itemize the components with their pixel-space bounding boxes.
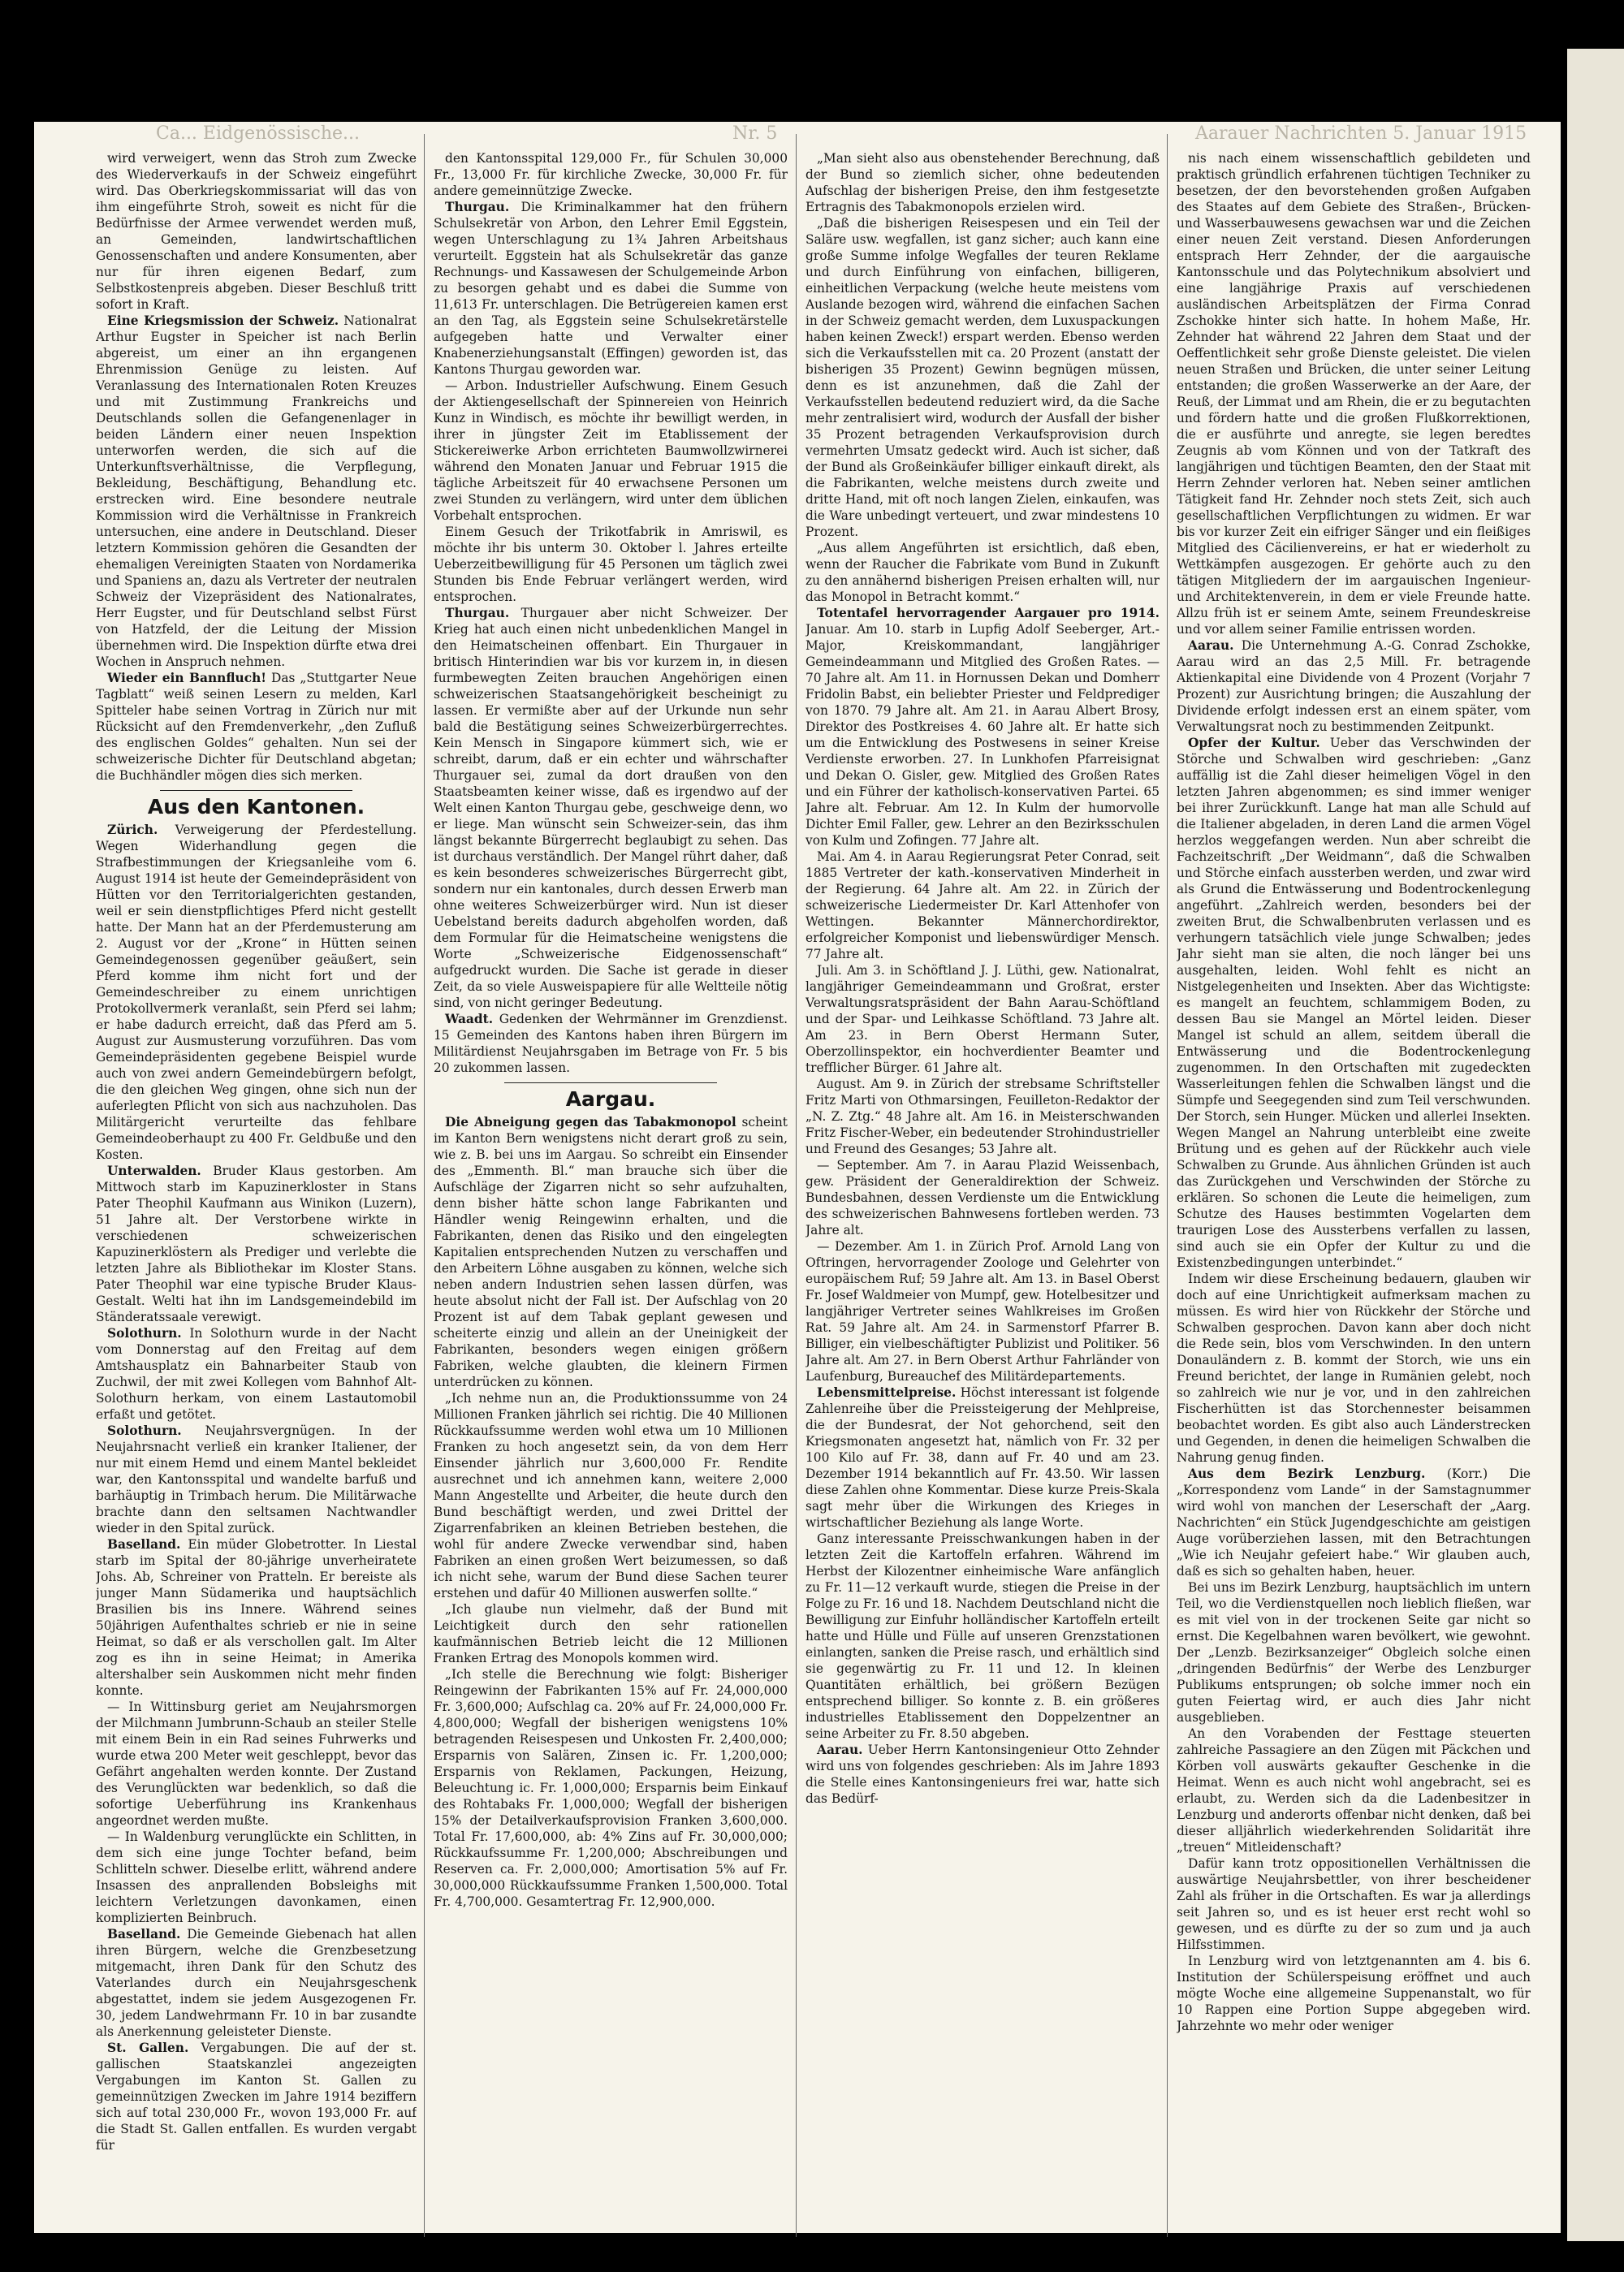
article-text: Ganz interessante Preisschwankungen haben in der letzten Zeit die Kartoffeln erfahren. Während im Herbst der Kilozentner einheimische Ware anfänglich zu Fr. 11—12 verkauft wurde, stiegen die Preise in der Folge zu Fr. 16 und 18. Nachdem Deutschland nicht die Bewilligung zur Einfuhr holländischer Kartoffeln erteilt hatte und Hülle und Fülle auf unseren Grenzstationen einlangten, sanken die Preise rasch, und erhältlich sind sie gegenwärtig zu Fr. 11 und 12. In kleinen Quantitäten erhältlich, bei größern Bezügen entsprechend billiger. So konnte z. B. ein größeres industrielles Etablissement den Doppelzentner an seine Arbeiter zu Fr. 8.50 abgeben.: [806, 1531, 1160, 1741]
section-heading: Aus den Kantonen.: [147, 795, 365, 819]
section-divider: [160, 790, 352, 791]
article-headline: St. Gallen.: [107, 2041, 189, 2055]
article-text: August. Am 9. in Zürich der strebsame Schriftsteller Fritz Marti von Othmarsingen, Feuilleton-Redaktor der „N. Z. Ztg.“ 48 Jahre alt. Am 16. in Meisterschwanden Fritz Fischer-Weber, ein bedeutender Strohindustrieller und Freund des Gesanges; 53 Jahre alt.: [806, 1077, 1160, 1156]
article-text: — In Waldenburg verunglückte ein Schlitten, in dem sich eine junge Tochter befand, beim Schlitteln schwer. Dieselbe erlitt, während andere Insassen des anprallenden Bobsleighs mit leichtern Verletzungen davonkamen, einen komplizierten Beinbruch.: [96, 1829, 417, 1925]
article-text: Vergabungen. Die auf der st. gallischen Staatskanzlei angezeigten Vergabungen im Kanton St. Gallen zu gemeinnützigen Zwecken im Jahre 1914 beziffern sich auf total 230,000 Fr., wovon 193,000 Fr. auf die Stadt St. Gallen entfallen. Es wurden vergabt für: [96, 2041, 417, 2153]
article-paragraph: [806, 1384, 1160, 1531]
article-paragraph: [96, 1325, 417, 1423]
header-right: Aarauer Nachrichten 5. Januar 1915: [1195, 123, 1527, 144]
article-paragraph: [806, 150, 1160, 215]
article-paragraph: [1177, 1466, 1531, 1579]
article-text: Bruder Klaus gestorben. Am Mittwoch starb im Kapuzinerkloster in Stans Pater Theophil Kaufmann aus Winikon (Luzern), 51 Jahre alt. Der Verstorbene wirkte in verschiedenen schweizerischen Kapuzinerklöstern als Prediger und verlebte die letzten Jahre als Bibliothekar im Kloster Stans. Pater Theophil war eine typische Bruder Klaus-Gestalt. Welti hat ihn im Landsgemeindebild im Ständeratssaale verewigt.: [96, 1164, 417, 1324]
article-paragraph: [434, 524, 788, 605]
article-paragraph: [434, 1114, 788, 1390]
article-headline: Thurgau.: [445, 200, 510, 214]
article-paragraph: [806, 540, 1160, 605]
header-center: Nr. 5: [732, 123, 778, 144]
article-text: den Kantonsspital 129,000 Fr., für Schulen 30,000 Fr., 13,000 Fr. für kirchliche Zwecke, 30,000 Fr. für andere gemeinnützige Zwecke.: [434, 151, 788, 198]
text-column-2: [434, 150, 788, 2261]
text-column-4: [1177, 150, 1531, 2261]
article-headline: Eine Kriegsmission der Schweiz.: [107, 313, 339, 328]
article-text: — Dezember. Am 1. in Zürich Prof. Arnold Lang von Oftringen, hervorragender Zoologe und Gelehrter von europäischem Ruf; 59 Jahre alt. Am 13. in Basel Oberst Fr. Josef Waldmeier von Mumpf, gew. Hotelbesitzer und langjähriger Vertreter seines Wahlkreises im Großen Rat. 59 Jahre alt. Am 24. in Sarmenstorf Pfarrer B. Billiger, ein vielbeschäftigter Publizist und Politiker. 56 Jahre alt. Am 27. in Bern Oberst Arthur Fahrländer von Laufenburg, Bureauchef des Militärdepartements.: [806, 1239, 1160, 1384]
column-rule: [796, 134, 797, 2237]
article-paragraph: [1177, 735, 1531, 1271]
article-paragraph: [806, 1742, 1160, 1807]
article-paragraph: [806, 1238, 1160, 1384]
article-paragraph: [1177, 1953, 1531, 2034]
article-paragraph: [1177, 1271, 1531, 1466]
article-text: Juli. Am 3. in Schöftland J. J. Lüthi, gew. Nationalrat, langjähriger Gemeindeammann und Großrat, erster Verwaltungsratspräsident der Bahn Aarau-Schöftland und der Spar- und Leihkasse Schöftland. 73 Jahre alt. Am 23. in Bern Oberst Hermann Suter, Oberzollinspektor, ein hochverdienter Beamter und trefflicher Bürger. 61 Jahre alt.: [806, 963, 1160, 1075]
article-paragraph: [1177, 1855, 1531, 1953]
article-headline: Lebensmittelpreise.: [817, 1385, 957, 1400]
article-paragraph: [96, 1829, 417, 1926]
article-paragraph: [434, 1666, 788, 1910]
article-text: „Ich glaube nun vielmehr, daß der Bund mit Leichtigkeit durch den sehr rationellen kaufmännischen Betrieb leicht die 12 Millionen Franken Ertrag des Monopols kommen wird.: [434, 1602, 788, 1665]
text-column-1: [96, 150, 417, 2261]
article-paragraph: [1177, 1726, 1531, 1855]
article-paragraph: [96, 1163, 417, 1325]
article-text: Die Unternehmung A.-G. Conrad Zschokke, Aarau wird an das 2,5 Mill. Fr. betragende Aktienkapital eine Dividende von 4 Prozent (Vorjahr 7 Prozent) zur Ausrichtung bringen; die Auszahlung der Dividende erfolgt indessen erst an einem später, vom Verwaltungsrat noch zu bestimmenden Zeitpunkt.: [1177, 638, 1531, 734]
article-paragraph: [806, 849, 1160, 962]
article-paragraph: [434, 199, 788, 378]
article-headline: Unterwalden.: [107, 1164, 201, 1178]
article-text: An den Vorabenden der Festtage steuerten zahlreiche Passagiere an den Zügen mit Päckchen und Körben voll auswärts gekaufter Geschenke in die Heimat. Wenn es auch nicht wohl angebracht, sei es erlaubt, zu. Werden sich da die Ladenbesitzer in Lenzburg und anderorts offenbar nicht denken, daß bei dieser alljährlich wiederkehrenden Solidarität ihre „treuen“ Mitleidenschaft?: [1177, 1726, 1531, 1855]
article-text: — In Wittinsburg geriet am Neujahrsmorgen der Milchmann Jumbrunn-Schaub an steiler Stelle mit einem Bein in ein Rad seines Fuhrwerks und wurde etwa 200 Meter weit geschleppt, bevor das Gefährt angehalten werden konnte. Der Zustand des Verunglückten war bedenklich, so daß die sofortige Ueberführung ins Krankenhaus angeordnet werden mußte.: [96, 1700, 417, 1828]
article-paragraph: [1177, 150, 1531, 637]
article-text: Verweigerung der Pferdestellung. Wegen Widerhandlung gegen die Strafbestimmungen der Kriegsanleihe vom 6. August 1914 ist heute der Gemeindepräsident von Hütten vor den Territorialgerichten gestanden, weil er sein dienstpflichtiges Pferd nicht gestellt hatte. Der Mann hat an der Pferdemusterung am 2. August vor der „Krone“ in Hütten seinen Gemeindegenossen gegenüber geäußert, sein Pferd komme ihm nicht fort und der Gemeindeschreiber zu einem unrichtigen Protokollvermerk veranlaßt, sein Pferd sei lahm; er habe dadurch erreicht, daß das Pferd am 5. August zur Ausmusterung vorzuführen. Das vom Gemeindepräsidenten gegebene Beispiel wurde auch von zwei andern Gemeindebürgern befolgt, die den gleichen Weg gingen, ohne sich nun der auferlegten Pflicht von sich aus nachzuholen. Das Militärgericht verurteilte das fehlbare Gemeindeoberhaupt zu 400 Fr. Geldbuße und den Kosten.: [96, 823, 417, 1162]
article-text: „Man sieht also aus obenstehender Berechnung, daß der Bund so ziemlich sicher, ohne bedeutenden Aufschlag der bisherigen Preise, den ihm festgesetzte Ertragnis des Tabakmonopols erzielen wird.: [806, 151, 1160, 214]
article-paragraph: [434, 1601, 788, 1666]
page-header: [34, 122, 1561, 146]
article-text: Ueber Herrn Kantonsingenieur Otto Zehnder wird uns von folgendes geschrieben: Als im Jahre 1893 die Stelle eines Kantonsingenieurs frei war, hatte sich das Bedürf-: [806, 1743, 1160, 1806]
article-text: Die Gemeinde Giebenach hat allen ihren Bürgern, welche die Grenzbesetzung mitgemacht, ihren Dank für den Schutz des Vaterlandes durch ein Neujahrsgeschenk abgestattet, indem sie jedem Ausgezogenen Fr. 30, jedem Landwehrmann Fr. 10 in bar zusandte als Anerkennung geleisteter Dienste.: [96, 1927, 417, 2039]
article-paragraph: [806, 1531, 1160, 1742]
article-paragraph: [96, 1536, 417, 1699]
article-paragraph: [434, 1011, 788, 1076]
article-text: — September. Am 7. in Aarau Plazid Weissenbach, gew. Präsident der Generaldirektion der Schweiz. Bundesbahnen, dessen Verdienste um die Entwicklung des schweizerischen Bahnwesens fortleben werden. 73 Jahre alt.: [806, 1158, 1160, 1238]
article-text: Thurgauer aber nicht Schweizer. Der Krieg hat auch einen nicht unbedenklichen Mangel in den Heimatscheinen offenbart. Ein Thurgauer in britisch Hinterindien war bis vor kurzem in, in diesen furmbewegten Zeiten brauchen Angehörigen einen schweizerischen Staatsangehörigkeit bescheinigt zu lassen. Er vermißte aber auf der Urkunde nun sehr bald die Bestätigung seines Schweizerbürgerrechtes. Kein Mensch in Singapore kümmert sich, wie er schreibt, darum, daß er ein echter und währschafter Thurgauer sei, zumal da dort draußen von den Staatsbeamten keiner wisse, daß es irgendwo auf der Welt einen Kanton Thurgau gebe, geschweige denn, wo er liege. Man wünscht sein Schweizer-sein, das ihm längst bekannte Bürgerrecht beglaubigt zu sehen. Das ist durchaus verständlich. Der Mangel rührt daher, daß es kein besonderes schweizerisches Bürgerrecht gibt, sondern nur ein kantonales, durch dessen Erwerb man ohne weiteres Schweizerbürger wird. Nun ist dieser Uebelstand bereits dadurch abgeholfen worden, daß dem Formular für die Heimatscheine wenigstens die Worte „Schweizerische Eidgenossenschaft“ aufgedruckt wurden. Die Sache ist gerade in dieser Zeit, da so viele Ausweispapiere für alle Weltteile nötig sind, von nicht geringer Bedeutung.: [434, 606, 788, 1010]
article-text: „Ich nehme nun an, die Produktionssumme von 24 Millionen Franken jährlich sei richtig. Die 40 Millionen Rückkaufssumme werden wohl etwa um 10 Millionen Franken zu hoch angesetzt sein, da von dem Herr Einsender jährlich nur 3,600,000 Fr. Rendite ausrechnet und ich annehmen kann, weitere 2,000 Mann Angestellte und Arbeiter, die heute durch den Bund beschäftigt werden, und zwei Drittel der Zigarrenfabriken an kleinen Betrieben bestehen, die wohl für andere Zwecke verwendbar sind, haben Fabriken an einen großen Wert beizumessen, so daß ich nicht sehe, warum der Bund diese Sachen teurer erstehen und dafür 40 Millionen auswerfen sollte.“: [434, 1391, 788, 1600]
article-paragraph: [806, 215, 1160, 540]
article-text: Gedenken der Wehrmänner im Grenzdienst. 15 Gemeinden des Kantons haben ihren Bürgern im Militärdienst Neujahrsgaben im Betrage von Fr. 5 bis 20 zukommen lassen.: [434, 1012, 788, 1075]
article-headline: Baselland.: [107, 1927, 181, 1942]
header-left: Ca... Eidgenössische...: [156, 123, 361, 144]
article-paragraph: [96, 670, 417, 784]
article-paragraph: [434, 605, 788, 1011]
article-text: Höchst interessant ist folgende Zahlenreihe über die Preissteigerung der Mehlpreise, die der Bundesrat, der Not gehorchend, seit den Kriegsmonaten angesetzt hat, nämlich von Fr. 32 per 100 Kilo auf Fr. 38, dann auf Fr. 40 und am 23. Dezember 1914 bekanntlich auf Fr. 43.50. Wir lassen diese Zahlen ohne Kommentar. Diese kurze Preis-Skala sagt mehr über die Wirkungen des Krieges in wirtschaftlicher Beziehung als lange Worte.: [806, 1385, 1160, 1530]
article-text: „Ich stelle die Berechnung wie folgt: Bisheriger Reingewinn der Fabrikanten 15% auf Fr. 24,000,000 Fr. 3,600,000; Aufschlag ca. 20% auf Fr. 24,000,000 Fr. 4,800,000; Wegfall der bisherigen wenigstens 10% betragenden Reisespesen und Unkosten Fr. 2,400,000; Ersparnis von Salären, Zinsen ic. Fr. 1,200,000; Ersparnis von Reklamen, Packungen, Heizung, Beleuchtung ic. Fr. 1,000,000; Ersparnis beim Einkauf des Rohtabaks Fr. 1,000,000; Wegfall der bisherigen 15% der Detailverkaufsprovision Franken 3,600,000. Total Fr. 17,600,000, ab: 4% Zins auf Fr. 30,000,000; Rückkaufssumme Fr. 1,200,000; Abschreibungen und Reserven ca. Fr. 2,000,000; Amortisation 5% auf Fr. 30,000,000 Rückkaufssumme Franken 1,500,000. Total Fr. 4,700,000. Gesamtertrag Fr. 12,900,000.: [434, 1667, 788, 1909]
article-headline: Waadt.: [445, 1012, 494, 1026]
article-paragraph: [96, 822, 417, 1163]
article-text: „Aus allem Angeführten ist ersichtlich, daß eben, wenn der Raucher die Fabrikate vom Bund in Zukunft zu den annähernd bisherigen Preisen erhalten will, nur das Monopol in Betracht kommt.“: [806, 541, 1160, 604]
article-paragraph: [96, 313, 417, 670]
article-text: Indem wir diese Erscheinung bedauern, glauben wir doch auf eine Unrichtigkeit aufmerksam machen zu müssen. Es wird hier von Rückkehr der Störche und Schwalben gesprochen. Davon kann aber doch nicht die Rede sein, blos vom Verschwinden. In den untern Donauländern z. B. kommt der Storch, wie uns ein Freund berichtet, der lange in Rumänien gelebt, noch so zahlreich wie nur je vor, und in den zahlreichen Fischerhütten ist das Storchennester beisammen beobachtet worden. Es gibt also auch Länderstrecken und Gegenden, in denen die heimeligen Schwalben die Nahrung genug finden.: [1177, 1272, 1531, 1465]
article-headline: Aus dem Bezirk Lenzburg.: [1188, 1466, 1426, 1481]
article-headline: Baselland.: [107, 1537, 181, 1552]
article-paragraph: [434, 378, 788, 524]
article-headline: Die Abneigung gegen das Tabakmonopol: [445, 1115, 736, 1130]
article-text: Das „Stuttgarter Neue Tagblatt“ weiß seinen Lesern zu melden, Karl Spitteler habe seinen Vortrag in Zürich nur mit Rücksicht auf den Fremdenverkehr, „den Zufluß des englischen Goldes“ gehalten. Nun sei der schweizerische Dichter für Deutschland abgetan; die Buchhändler mögen dies sich merken.: [96, 671, 417, 783]
section-divider: [504, 1082, 717, 1083]
article-text: Bei uns im Bezirk Lenzburg, hauptsächlich im untern Teil, wo die Verdienstquellen noch lieblich fließen, war es mit viel von in der trockenen Seite gar nicht so ernst. Die Kegelbahnen waren bevölkert, wie gewohnt. Der „Lenzb. Bezirksanzeiger“ Obgleich solche einen „dringenden Bedürfnis“ der Werbe des Lenzburger Publikums entsprungen; ob solche immer noch ein guten Feiertag wird, er auch dies Jahr nicht ausgeblieben.: [1177, 1580, 1531, 1725]
column-rule: [424, 134, 425, 2237]
article-paragraph: [806, 962, 1160, 1076]
article-text: nis nach einem wissenschaftlich gebildeten und praktisch gründlich erfahrenen tüchtigen Techniker zu besetzen, der den bevorstehenden großen Aufgaben des Staates auf dem Gebiete des Straßen-, Brücken- und Wasserbauwesens gewachsen war und die Zeichen einer neuen Zeit verstand. Diesen Anforderungen entsprach Herr Zehnder, der die aargauische Kantonsschule und das Polytechnikum absolviert und eine langjährige Praxis auf verschiedenen ausländischen Arbeitsplätzen der Firma Conrad Zschokke hinter sich hatte. In hohem Maße, Hr. Zehnder hat während 22 Jahren dem Staat und der Oeffentlichkeit sehr große Dienste geleistet. Die vielen neuen Straßen und Brücken, die unter seiner Leitung entstanden; die großen Wasserwerke an der Aare, der Reuß, der Limmat und am Rhein, die er zu begutachten und fördern hatte und die großen Flußkorrektionen, die er ausführte und anregte, sie legen beredtes Zeugnis ab vom Können und von der Tatkraft des langjährigen und tüchtigen Beamten, den der Staat mit Herrn Zehnder verloren hat. Neben seiner amtlichen Tätigkeit fand Hr. Zehnder noch stets Zeit, sich auch gesellschaftlichen Verpflichtungen zu widmen. Er war bis vor kurzer Zeit ein eifriger Sänger und ein fleißiges Mitglied des Cäcilienvereins, er hat er wiederholt zu Wettkämpfen ausgezogen. Er gehörte auch zu den tätigen Mitgliedern der im aargauischen Ingenieur- und Architektenverein, in dem er viele Freunde hatte. Allzu früh ist er seinem Amte, seinem Freundeskreise und vor allem seiner Familie entrissen worden.: [1177, 151, 1531, 637]
article-paragraph: [1177, 637, 1531, 735]
section-heading: Aargau.: [565, 1087, 656, 1111]
article-paragraph: [96, 1699, 417, 1829]
article-paragraph: [96, 1926, 417, 2040]
article-headline: Solothurn.: [107, 1423, 182, 1438]
article-paragraph: [806, 1076, 1160, 1157]
article-headline: Aarau.: [1188, 638, 1234, 653]
article-text: Januar. Am 10. starb in Lupfig Adolf Seeberger, Art.-Major, Kreiskommandant, langjähriger Gemeindeammann und Mitglied des Großen Rates. — 70 Jahre alt. Am 11. in Hornussen Dekan und Domherr Fridolin Babst, ein beliebter Priester und Feldprediger von 1870. 79 Jahre alt. Am 21. in Aarau Albert Brosy, Direktor des Postkreises 4. 60 Jahre alt. Er hatte sich um die Entwicklung des Postwesens in seiner Kreise Verdienste erworben. 27. In Lunkhofen Pfarreisignat und Dekan O. Gisler, gew. Mitglied des Großen Rates und ein Führer der katholisch-konservativen Partei. 65 Jahre alt. Februar. Am 12. In Kulm der humorvolle Dichter Emil Faller, gew. Lehrer an den Bezirksschulen von Kulm und Zofingen. 77 Jahre alt.: [806, 622, 1160, 848]
article-headline: Aarau.: [817, 1743, 863, 1757]
article-text: Die Kriminalkammer hat den frühern Schulsekretär von Arbon, den Lehrer Emil Eggstein, wegen Unterschlagung zu 1¾ Jahren Arbeitshaus verurteilt. Eggstein hat als Schulsekretär das ganze Rechnungs- und Kassawesen der Schulgemeinde Arbon zu besorgen gehabt und es dabei die Summe von 11,613 Fr. unterschlagen. Die Betrügereien kamen erst an den Tag, als Eggstein seine Schulsekretärstelle aufgegeben hatte und Verwalter einer Knabenerziehungsanstalt (Effingen) geworden ist, das Kantons Thurgau geworden war.: [434, 200, 788, 377]
article-text: Dafür kann trotz oppositionellen Verhältnissen die auswärtige Neujahrsbettler, von ihrer bescheidener Zahl als früher in die Ortschaften. Es war ja allerdings seit Jahren so, und es ist heuer erst recht wohl so gewesen, und es dürfte zu der so zum und ja auch Hilfsstimmen.: [1177, 1856, 1531, 1952]
article-text: (Korr.) Die „Korrespondenz vom Lande“ in der Samstagnummer wird wohl von manchen der Leserschaft der „Aarg. Nachrichten“ ein Stück Jugendgeschichte am geistigen Auge vorüberziehen lassen, mit den Betrachtungen „Wie ich Neujahr gefeiert habe.“ Wir glauben auch, daß es sich so gehalten haben, heuer.: [1177, 1466, 1531, 1579]
article-text: „Daß die bisherigen Reisespesen und ein Teil der Saläre usw. wegfallen, ist ganz sicher; auch kann eine große Summe infolge Wegfalles der teuren Reklame und durch Einführung von einfachen, billigeren, einheitlichen Verpackung (welche heute meistens vom Auslande bezogen wird, während die einfachen Sachen in der Schweiz gemacht werden, dem Luxuspackungen haben keinen Zweck!) erspart werden. Ebenso werden sich die Verkaufsstellen mit ca. 20 Prozent (anstatt der bisherigen 35 Prozent) Gewinn begnügen müssen, denn es ist anzunehmen, daß die Zahl der Verkaufsstellen bedeutend reduziert wird, da die Sache mehr zentralisiert wird, wodurch der Ausfall der bisher 35 Prozent betragenden Verkaufsprovision durch vermehrten Umsatz gedeckt wird. Auch ist sicher, daß der Bund als Großeinkäufer billiger einkauft direkt, als die Fabrikanten, welche meistens durch zweite und dritte Hand, mit oft noch langen Zielen, einkaufen, was die Ware unbedingt verteuert, und zwar mindestens 10 Prozent.: [806, 216, 1160, 539]
article-text: Ein müder Globetrotter. In Liestal starb im Spital der 80-jährige unverheiratete Johs. Ab, Schreiner von Pratteln. Er bereiste als junger Mann Südamerika und hauptsächlich Brasilien bis ins Innere. Während seines 50jährigen Aufenthaltes schrieb er nie in seine Heimat, so daß er als verschollen galt. Im Alter zog es ihn in seine Heimat; in Amerika altershalber sein Auskommen nicht mehr finden konnte.: [96, 1537, 417, 1698]
article-paragraph: [434, 1390, 788, 1601]
article-text: Neujahrsvergnügen. In der Neujahrsnacht verließ ein kranker Italiener, der nur mit einem Hemd und einem Mantel bekleidet war, den Kantonsspital und wandelte barfuß und barhäuptig in Trimbach herum. Die Militärwache brachte dann den seltsamen Nachtwandler wieder in den Spital zurück.: [96, 1423, 417, 1536]
article-text: — Arbon. Industrieller Aufschwung. Einem Gesuch der Aktiengesellschaft der Spinnereien von Heinrich Kunz in Windisch, es möchte ihr bewilligt werden, in ihrer in jüngster Zeit im Etablissement der Stickereiwerke Arbon errichteten Baumwollzwirnerei während den Monaten Januar und Februar 1915 die tägliche Arbeitszeit für 40 erwachsene Personen um zwei Stunden zu verlängern, wird unter dem üblichen Vorbehalt entsprochen.: [434, 378, 788, 523]
article-headline: Zürich.: [107, 823, 158, 837]
article-headline: Wieder ein Bannfluch!: [107, 671, 267, 685]
text-column-3: [806, 150, 1160, 2261]
article-text: In Solothurn wurde in der Nacht vom Donnerstag auf den Freitag auf dem Amtshausplatz ein Bahnarbeiter Staub von Zuchwil, der mit zwei Kollegen vom Bahnhof Alt-Solothurn herkam, von einem Lastautomobil erfaßt und getötet.: [96, 1326, 417, 1422]
article-paragraph: [1177, 1579, 1531, 1726]
column-rule: [1167, 134, 1168, 2237]
article-text: Mai. Am 4. in Aarau Regierungsrat Peter Conrad, seit 1885 Vertreter der kath.-konservativen Minderheit in der Regierung. 64 Jahre alt. Am 22. in Zürich der schweizerische Liedermeister Dr. Karl Attenhofer von Wettingen. Bekannter Männerchordirektor, erfolgreicher Komponist und liebenswürdiger Mensch. 77 Jahre alt.: [806, 849, 1160, 961]
article-paragraph: [806, 1157, 1160, 1238]
article-paragraph: [96, 150, 417, 313]
article-paragraph: [434, 150, 788, 199]
article-paragraph: [806, 605, 1160, 849]
article-paragraph: [96, 2040, 417, 2153]
article-text: wird verweigert, wenn das Stroh zum Zwecke des Wiederverkaufs in der Schweiz eingeführt wird. Das Oberkriegskommissariat will das von ihm eingeführte Stroh, soweit es nicht für die Bedürfnisse der Armee verwendet werden muß, an Gemeinden, landwirtschaftlichen Genossenschaften und andere Konsumenten, aber nur für ihren eigenen Bedarf, zum Selbstkostenpreis abgeben. Dieser Beschluß tritt sofort in Kraft.: [96, 151, 417, 312]
adjacent-page-edge: [1567, 49, 1624, 2241]
article-paragraph: [96, 1423, 417, 1536]
article-headline: Opfer der Kultur.: [1188, 736, 1320, 750]
article-headline: Solothurn.: [107, 1326, 182, 1341]
article-headline: Totentafel hervorragender Aargauer pro 1914.: [817, 606, 1160, 620]
article-headline: Thurgau.: [445, 606, 510, 620]
article-text: scheint im Kanton Bern wenigstens nicht derart groß zu sein, wie z. B. bei uns im Aargau. So schreibt ein Einsender des „Emmenth. Bl.“ man brauche sich über die Aufschläge der Zigarren nicht so sehr aufzuhalten, denn bisher hätte schon lange Fabrikanten und Händler wenig Reingewinn erhalten, und die Fabrikanten, denen das Risiko und den eingelegten Kapitalien entsprechenden Nutzen zu verschaffen und den Arbeitern Löhne ausgaben zu können, welche sich neben andern Industrien sehen lassen dürfen, was heute absolut nicht der Fall ist. Der Aufschlag von 20 Prozent ist auf dem Tabak geplant gewesen und scheiterte einzig und allein an der Uneinigkeit der Fabrikanten, besonders wegen einigen größern Fabriken, welche glaubten, die kleinern Firmen unterdrücken zu können.: [434, 1115, 788, 1389]
article-text: Ueber das Verschwinden der Störche und Schwalben wird geschrieben: „Ganz auffällig ist die Zahl dieser heimeligen Vögel in den letzten Jahren abgenommen; es sind immer weniger bei ihrer Zurückkunft. Lange hat man alle Schuld auf die Italiener abgeladen, in deren Land die armen Vögel herzlos weggefangen werden. Nun aber schreibt die Fachzeitschrift „Der Weidmann“, daß die Schwalben und Störche einfach aussterben werden, und zwar wird als Grund die Entwässerung und Bodentrockenlegung angeführt. „Zahlreich werden, besonders bei der zweiten Brut, die Schwalbenbruten verlassen und es verhungern tatsächlich viele junge Schwalben; jedes Jahr sieht man sie alten, die noch länger bei uns ausgehalten, leiden. Wohl fehlt es nicht an Nistgelegenheiten und Insekten. Aber das Wichtigste: es mangelt an feuchtem, schlammigem Boden, zu dessen Bau sie Mangel an Mörtel leiden. Dieser Mangel ist schuld an allem, seitdem überall die Entwässerung und die Bodentrockenlegung zugenommen. In den Ortschaften mit zugedeckten Wasserleitungen fehlen die Schwalben längst und die Sümpfe und Seegegenden sind zum Teil verschwunden. Der Storch, sein Hunger. Mücken und allerlei Insekten. Wegen Mangel an Nahrung unterbleibt eine zweite Brütung und es gehen auf der Rückkehr auch viele Schwalben zu Grunde. Aus ähnlichen Gründen ist auch das Zurückgehen und Verschwinden der Störche zu erklären. So schonen die Leute die heimeligen, zum Schutze des Hauses bestimmten Vogelarten dem traurigen Lose des Aussterbens verfallen zu lassen, sind auch sie ein Opfer der Kultur zu und die Existenzbedingungen unterbindet.“: [1177, 736, 1531, 1270]
article-text: In Lenzburg wird von letztgenannten am 4. bis 6. Institution der Schülerspeisung eröffnet und auch mögte Woche eine allgemeine Suppenanstalt, wo für 10 Rappen eine Portion Suppe abgegeben wird. Jahrzehnte wo mehr oder weniger: [1177, 1954, 1531, 2033]
article-text: Nationalrat Arthur Eugster in Speicher ist nach Berlin abgereist, um einer an ihn ergangenen Ehrenmission Genüge zu leisten. Auf Veranlassung des Internationalen Roten Kreuzes und mit Zustimmung Frankreichs und Deutschlands sollen die Gefangenenlager in beiden Ländern einer neuen Inspektion unterworfen werden, die sich auf die Unterkunftsverhältnisse, die Verpflegung, Bekleidung, Beschäftigung, Behandlung etc. erstrecken wird. Eine besondere neutrale Kommission wird die Verhältnisse in Frankreich untersuchen, eine andere in Deutschland. Dieser letztern Kommission gehören die Gesandten der ehemaligen Vereinigten Staaten von Nordamerika und Spaniens an, dazu als Vertreter der neutralen Schweiz der Vizepräsident des Nationalrates, Herr Eugster, und für Deutschland selbst Fürst von Hatzfeld, der die Leitung der Mission übernehmen wird. Die Inspektion dürfte etwa drei Wochen in Anspruch nehmen.: [96, 313, 417, 669]
article-text: Einem Gesuch der Trikotfabrik in Amriswil, es möchte ihr bis unterm 30. Oktober l. Jahres erteilte Ueberzeitbewilligung für 45 Personen um täglich zwei Stunden bis Ende Februar verlängert werden, wird entsprochen.: [434, 525, 788, 604]
